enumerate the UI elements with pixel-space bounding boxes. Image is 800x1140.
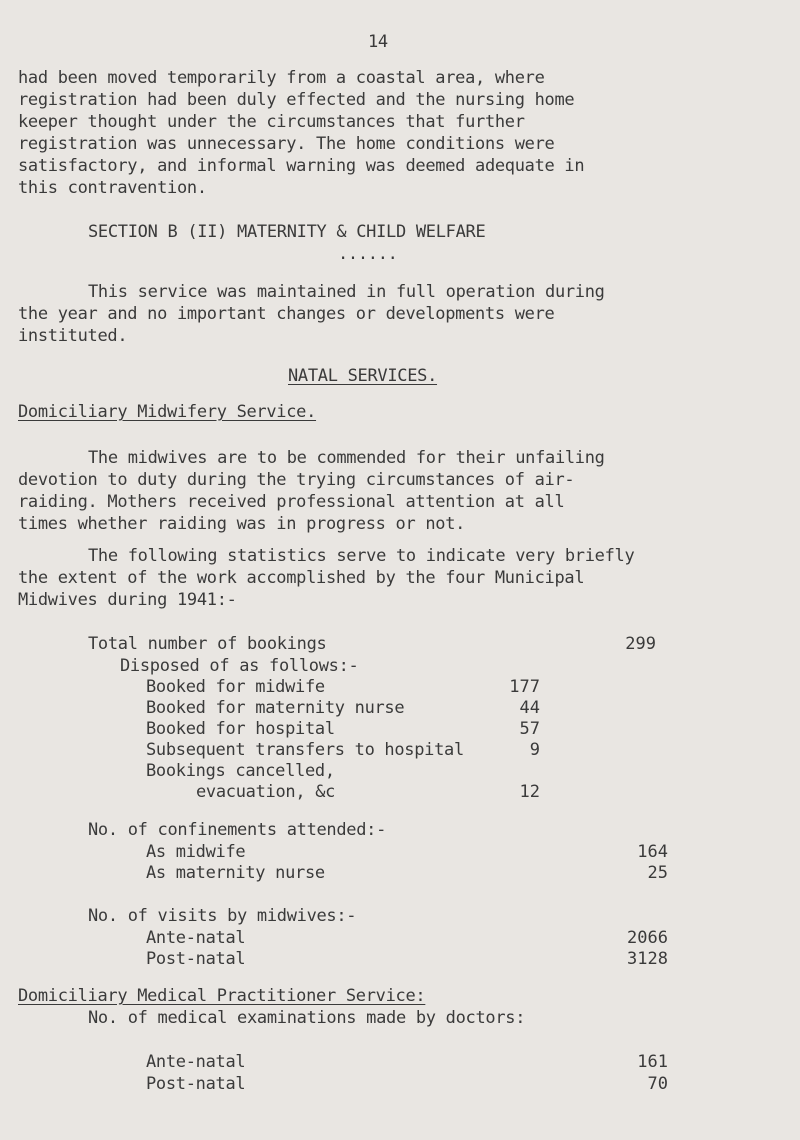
text-line: satisfactory, and informal warning was deemed adequate in — [18, 156, 585, 176]
text-line: Midwives during 1941:- — [18, 590, 237, 610]
examinations-label: No. of medical examinations made by doctors: — [88, 1008, 526, 1028]
text-line: this contravention. — [18, 178, 207, 198]
text-line: keeper thought under the circumstances that further — [18, 112, 525, 132]
booking-item-label: Booked for hospital — [146, 719, 335, 739]
page-number: 14 — [368, 32, 388, 52]
text-line: raiding. Mothers received professional attention at all — [18, 492, 565, 512]
text-line: registration was unnecessary. The home conditions were — [18, 134, 555, 154]
text-line: the year and no important changes or developments were — [18, 304, 555, 324]
confinement-item-value: 25 — [647, 863, 668, 883]
visit-item-label: Ante-natal — [146, 928, 246, 948]
text-line: The following statistics serve to indicate very briefly — [88, 546, 635, 566]
text-line: had been moved temporarily from a coastal area, where — [18, 68, 545, 88]
practitioner-heading: Domiciliary Medical Practitioner Service: — [18, 986, 426, 1006]
confinement-item-value: 164 — [637, 842, 668, 862]
visit-item-value: 3128 — [627, 949, 668, 969]
bookings-cancelled-value: 12 — [519, 782, 540, 802]
text-line: the extent of the work accomplished by the four Municipal — [18, 568, 585, 588]
text-line: times whether raiding was in progress or not. — [18, 514, 466, 534]
bookings-cancelled-label-cont: evacuation, &c — [196, 782, 336, 802]
section-dots: ...... — [338, 244, 398, 264]
bookings-cancelled-label: Bookings cancelled, — [146, 761, 335, 781]
booking-item-label: Subsequent transfers to hospital — [146, 740, 464, 760]
visits-label: No. of visits by midwives:- — [88, 906, 357, 926]
confinement-item-label: As midwife — [146, 842, 246, 862]
text-line: devotion to duty during the trying circumstances of air- — [18, 470, 575, 490]
examination-item-label: Post-natal — [146, 1074, 246, 1094]
examination-item-value: 161 — [637, 1052, 668, 1072]
booking-item-value: 57 — [519, 719, 540, 739]
confinement-item-label: As maternity nurse — [146, 863, 325, 883]
disposed-label: Disposed of as follows:- — [120, 656, 359, 676]
midwifery-heading: Domiciliary Midwifery Service. — [18, 402, 317, 422]
examination-item-value: 70 — [647, 1074, 668, 1094]
text-line: This service was maintained in full operation during — [88, 282, 605, 302]
booking-item-label: Booked for midwife — [146, 677, 325, 697]
examination-item-label: Ante-natal — [146, 1052, 246, 1072]
booking-item-value: 44 — [519, 698, 540, 718]
natal-services-heading: NATAL SERVICES. — [288, 366, 438, 386]
booking-item-value: 177 — [509, 677, 540, 697]
booking-item-value: 9 — [529, 740, 540, 760]
text-line: The midwives are to be commended for their unfailing — [88, 448, 605, 468]
visit-item-value: 2066 — [627, 928, 668, 948]
text-line: registration had been duly effected and the nursing home — [18, 90, 575, 110]
confinements-label: No. of confinements attended:- — [88, 820, 387, 840]
section-heading: SECTION B (II) MATERNITY & CHILD WELFARE — [88, 222, 486, 242]
visit-item-label: Post-natal — [146, 949, 246, 969]
total-bookings-label: Total number of bookings — [88, 634, 327, 654]
text-line: instituted. — [18, 326, 128, 346]
total-bookings-value: 299 — [625, 634, 656, 654]
booking-item-label: Booked for maternity nurse — [146, 698, 405, 718]
